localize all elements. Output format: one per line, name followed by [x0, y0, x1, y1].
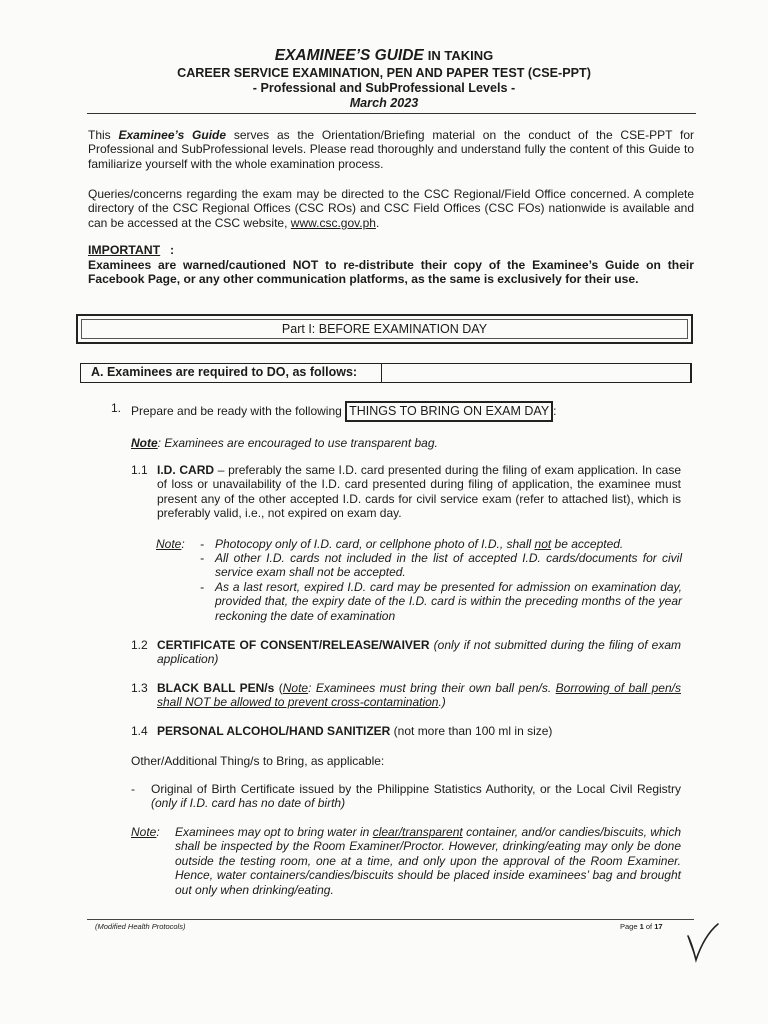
note-id-bullet-1: Photocopy only of I.D. card, or cellphone photo of I.D., shall not be accepted. — [215, 537, 624, 551]
note-water-text: Examinees may opt to bring water in clear/transparent container, and/or candies/biscuits, which shall be inspected by the Room Examiner/Proctor. However, drinking/eating may only be done outside the testing room, one at a time, and only upon the approval of the Room Examiner. Hence, water containers/candies/biscuits should be placed inside examinees’ bag and brought out only when drinking/eating. — [175, 825, 681, 897]
title-rest: IN TAKING — [427, 48, 494, 63]
item-1-3-number: 1.3 — [131, 681, 148, 695]
section-a-bar — [80, 363, 692, 383]
subtitle-levels: - Professional and SubProfessional Levels - — [252, 81, 516, 95]
subtitle-date: March 2023 — [349, 96, 419, 110]
header-divider — [87, 113, 696, 114]
item-1-1-number: 1.1 — [131, 463, 148, 477]
part-one-title: Part I: BEFORE EXAMINATION DAY — [81, 319, 688, 339]
note-water-label: Note: — [131, 825, 160, 839]
csc-website-link[interactable]: www.csc.gov.ph — [290, 215, 376, 230]
item-1-4-sanitizer: PERSONAL ALCOHOL/HAND SANITIZER (not more than 100 ml in size) — [157, 724, 553, 738]
item-1-4-number: 1.4 — [131, 724, 148, 738]
note-id-bullet-2: All other I.D. cards not included in the list of accepted I.D. cards/documents for civil service exam shall not be accepted. — [215, 551, 682, 580]
important-notice: Examinees are warned/cautioned NOT to re-distribute their copy of the Examinee’s Guide on their Facebook Page, or any other communication platforms, as the same is exclusively for their use. — [88, 258, 694, 287]
item-1-2-certificate: CERTIFICATE OF CONSENT/RELEASE/WAIVER (only if not submitted during the filing of exam application) — [157, 638, 681, 667]
birth-certificate-item: Original of Birth Certificate issued by the Philippine Statistics Authority, or the Local Civil Registry (only if I.D. card has no date of birth) — [151, 782, 681, 811]
item-1-number: 1. — [111, 401, 122, 415]
bullet-dash: - — [200, 580, 204, 594]
page-number: Page 1 of 17 — [620, 922, 663, 931]
note-transparent-bag: Note: Examinees are encouraged to use transparent bag. — [131, 436, 438, 450]
handwritten-initial — [684, 922, 724, 964]
note-id-label: Note: — [156, 537, 185, 551]
document-title — [0, 47, 768, 65]
item-1-text: Prepare and be ready with the following THINGS TO BRING ON EXAM DAY : — [131, 401, 557, 422]
things-to-bring-box: THINGS TO BRING ON EXAM DAY — [345, 401, 553, 422]
item-1-3-ball-pen: BLACK BALL PEN/s (Note: Examinees must bring their own ball pen/s. Borrowing of ball pen/s shall NOT be allowed to prevent cross-contamination.) — [157, 681, 681, 710]
title-italic: EXAMINEE’S GUIDE — [274, 47, 424, 64]
subtitle-exam: CAREER SERVICE EXAMINATION, PEN AND PAPER TEST (CSE-PPT) — [177, 66, 591, 80]
other-things-heading: Other/Additional Thing/s to Bring, as applicable: — [131, 754, 385, 768]
note-id-bullet-3: As a last resort, expired I.D. card may be presented for admission on examination day, provided that, the expiry date of the I.D. card is within the preceding months of the year reckoning the date of examination — [215, 580, 682, 623]
footer-divider — [87, 919, 694, 920]
footer-left: (Modified Health Protocols) — [95, 922, 186, 931]
bullet-dash: - — [200, 551, 204, 565]
item-1-2-number: 1.2 — [131, 638, 148, 652]
section-a-title: A. Examinees are required to DO, as follows: — [81, 364, 382, 382]
part-one-banner — [76, 314, 693, 344]
important-heading: IMPORTANT — [88, 243, 161, 257]
bullet-dash: - — [131, 782, 135, 796]
bullet-dash: - — [200, 537, 204, 551]
contact-paragraph: Queries/concerns regarding the exam may be directed to the CSC Regional/Field Office concerned. A complete directory of the CSC Regional Offices (CSC ROs) and CSC Field Offices (CSC FOs) nationwide is available and can be accessed at the CSC website, www.csc.gov.ph. — [88, 187, 694, 230]
intro-paragraph: This Examinee’s Guide serves as the Orientation/Briefing material on the conduct of the CSE-PPT for Professional and SubProfessional levels. Please read thoroughly and understand fully the content of this Guide to familiarize yourself with the whole examination process. — [88, 128, 694, 171]
item-1-1-id-card: I.D. CARD – preferably the same I.D. card presented during the filing of exam application. In case of loss or unavailability of the I.D. card presented during filing of application, the examinee must present any of the other accepted I.D. cards for civil service exam (refer to attached list), which is preferably valid, i.e., not expired on exam day. — [157, 463, 681, 521]
